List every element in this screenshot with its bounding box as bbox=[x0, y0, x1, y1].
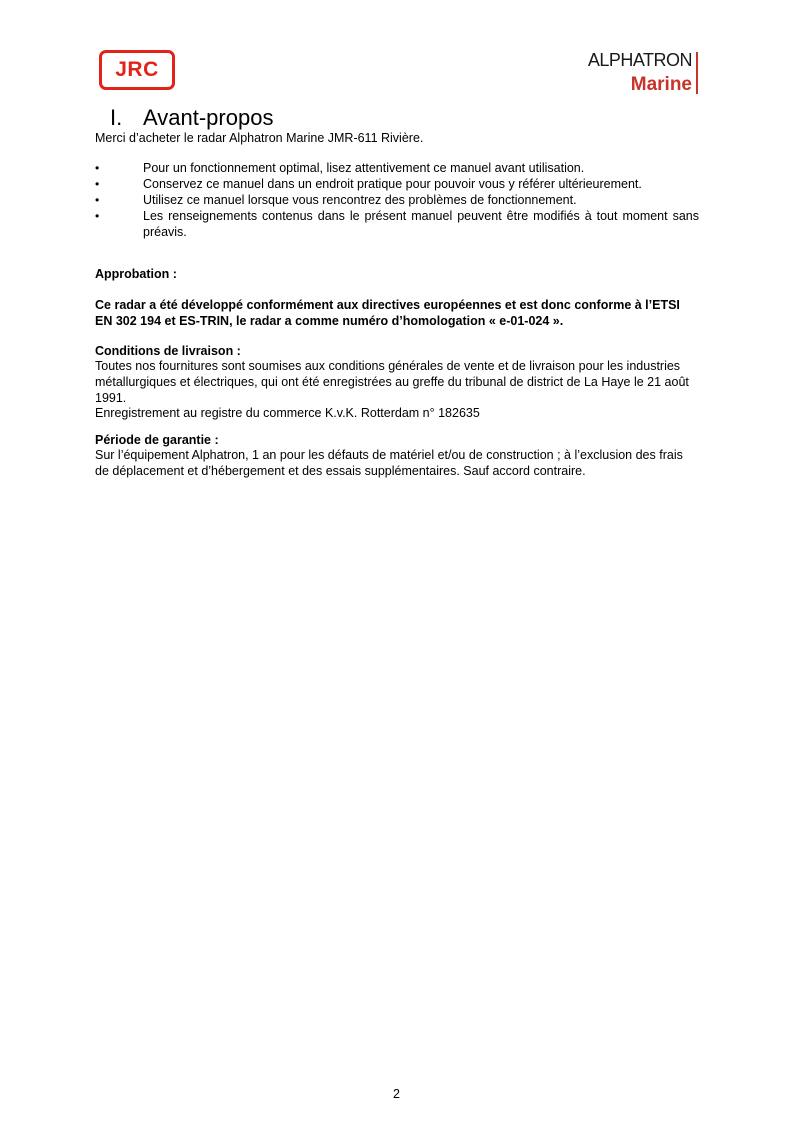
bullet-icon: • bbox=[95, 193, 100, 207]
list-item bbox=[95, 192, 699, 208]
list-item-text: Les renseignements contenus dans le présent manuel peuvent être modifiés à tout moment sans préavis. bbox=[143, 209, 699, 239]
approbation-heading: Approbation : bbox=[95, 267, 177, 281]
marine-logo-text: Marine bbox=[630, 74, 692, 95]
approbation-text: Ce radar a été développé conformément aux directives européennes et est donc conforme à l’ETSI EN 302 194 et ES-TRIN, le radar a comme numéro d’homologation « e-01-024 ». bbox=[95, 298, 680, 328]
warranty-heading: Période de garantie : bbox=[95, 433, 219, 447]
list-item bbox=[95, 176, 699, 192]
list-item-text: Pour un fonctionnement optimal, lisez attentivement ce manuel avant utilisation. bbox=[143, 161, 585, 175]
alphatron-logo-text: ALPHATRON bbox=[587, 50, 692, 70]
alphatron-marine-logo bbox=[560, 50, 698, 96]
intro-paragraph: Merci d’acheter le radar Alphatron Marine JMR-611 Rivière. bbox=[95, 131, 424, 145]
section-title: Avant-propos bbox=[143, 105, 274, 130]
jrc-logo-text: JRC bbox=[115, 58, 159, 81]
page-number: 2 bbox=[393, 1087, 400, 1101]
bullet-icon: • bbox=[95, 209, 100, 223]
bullet-list bbox=[95, 160, 699, 240]
list-item-text: Conservez ce manuel dans un endroit pratique pour pouvoir vous y référer ultérieurement. bbox=[143, 177, 642, 191]
jrc-logo bbox=[99, 50, 175, 90]
section-heading bbox=[110, 106, 273, 130]
bullet-icon: • bbox=[95, 177, 100, 191]
list-item bbox=[95, 208, 699, 240]
bullet-icon: • bbox=[95, 161, 100, 175]
list-item-text: Utilisez ce manuel lorsque vous rencontrez des problèmes de fonctionnement. bbox=[143, 193, 577, 207]
conditions-text: Toutes nos fournitures sont soumises aux conditions générales de vente et de livraison pour les industries métallurgiques et électriques, qui ont été enregistrées au greffe du tribunal de district de La Haye le 21 août 1991. bbox=[95, 359, 689, 405]
registration-text: Enregistrement au registre du commerce K.v.K. Rotterdam n° 182635 bbox=[95, 406, 480, 420]
conditions-heading: Conditions de livraison : bbox=[95, 344, 241, 358]
list-item bbox=[95, 160, 699, 176]
warranty-text: Sur l’équipement Alphatron, 1 an pour les défauts de matériel et/ou de construction ; à l’exclusion des frais de déplacement et d’hébergement et des essais supplémentaires. Sauf accord contraire. bbox=[95, 448, 683, 478]
logo-divider bbox=[696, 52, 698, 94]
section-number: I. bbox=[110, 105, 123, 130]
